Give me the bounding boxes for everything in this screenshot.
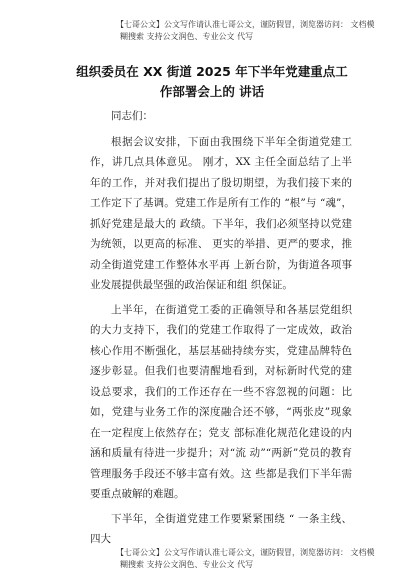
page-footer-line-2: 糊搜索 支持公文润色、专业公文 代写: [120, 560, 254, 569]
paragraph-3: 下半年，全街道党建工作要紧紧围绕 “ 一条主线、 四大: [90, 512, 352, 545]
paragraph-1: 根据会议安排，下面由我围绕下半年全街道党建工作，讲几点具体意见。 刚才，XX 主任全面总结了上半年的工作，并对我们提出了殷切期望，为我们接下来的工作定下了基调。党建工作是所有工作的 “根”与 “魂”，抓好党建是最大的 政绩。下半年，我们必须坚持以党建为统领，以更高的标准、 更实的举措、更严的要求，推动全街道党建工作整体水平再 上新台阶，为街道各项事业发展提供最坚强的政治保证和组 织保证。: [90, 135, 352, 291]
greeting: 同志们：: [111, 110, 153, 122]
page-header-line-1: 【七哥公文】公文写作请认准七哥公文，谨防假冒，浏览器访问： 文档模: [116, 20, 375, 29]
document-body: [90, 106, 352, 550]
document-title: 组织委员在 XX 街道 2025 年下半年党建重点工作部署会上的 讲话: [76, 64, 348, 99]
paragraph-2: 上半年，在街道党工委的正确领导和各基层党组织的大力支持下，我们的党建工作取得了一定成效，政治核心作用不断强化，基层基础持续夯实，党建品牌特色逐步彰显。但我们也要清醒地看到，对标新时代党的建设总要求，我们的工作还存在一些不容忽视的问题：比如，党建与业务工作的深度融合还不够，“两张皮”现象在一定程度上依然存在；党支 部标准化规范化建设的内涵和质量有待进一步提升；对“流 动”“两新”党员的教育管理服务手段还不够丰富有效。这 些都是我们下半年需要重点破解的难题。: [90, 303, 352, 500]
page-footer-line-1: 【七哥公文】公文写作请认准七哥公文，谨防假冒，浏览器访问： 文档模: [116, 548, 375, 557]
page-header-line-2: 糊搜索 支持公文润色、专业公文 代写: [120, 32, 254, 41]
